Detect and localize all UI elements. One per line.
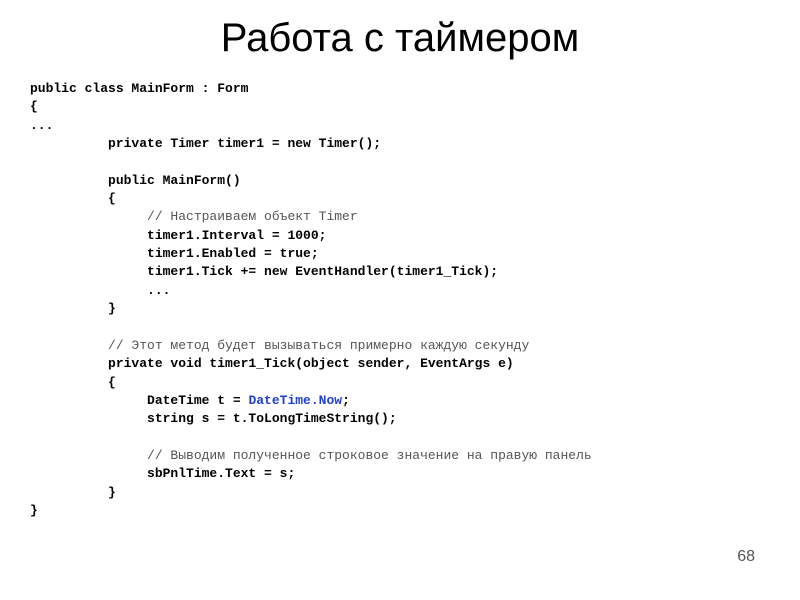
code-block: [30, 80, 780, 520]
code-text: }: [30, 484, 116, 500]
code-text: }: [30, 502, 38, 518]
code-line: [30, 355, 780, 373]
code-line: [30, 282, 780, 300]
code-line: [30, 465, 780, 483]
code-line: [30, 374, 780, 392]
code-line: [30, 263, 780, 281]
code-text: sbPnlTime.Text = s;: [30, 466, 296, 482]
code-line: [30, 80, 780, 98]
code-line: [30, 245, 780, 263]
code-line: [30, 410, 780, 428]
code-line: [30, 337, 780, 355]
code-line: [30, 98, 780, 116]
code-line: [30, 117, 780, 135]
code-line: [30, 300, 780, 318]
code-text: public class MainForm : Form: [30, 81, 249, 96]
code-line: [30, 484, 780, 502]
slide-title: Работа с таймером: [220, 16, 580, 60]
code-text: ...: [30, 282, 171, 298]
code-highlight: DateTime.Now: [248, 392, 343, 408]
code-text: ...: [30, 117, 54, 133]
code-text: }: [30, 301, 116, 317]
code-line: [30, 190, 780, 208]
code-text: private void timer1_Tick(object sender, EventArgs e): [30, 356, 514, 372]
code-text: timer1.Tick += new EventHandler(timer1_Tick);: [30, 264, 499, 280]
code-comment: // Выводим полученное строковое значение на правую панель: [30, 447, 592, 463]
code-line: [30, 227, 780, 245]
code-line: [30, 318, 780, 336]
code-text: timer1.Interval = 1000;: [30, 227, 327, 243]
code-line: [30, 135, 780, 153]
code-text: timer1.Enabled = true;: [30, 246, 319, 262]
code-line: [30, 172, 780, 190]
code-line: [30, 153, 780, 171]
code-text: {: [30, 374, 116, 390]
code-text: string s = t.ToLongTimeString();: [30, 411, 397, 427]
code-line: [30, 429, 780, 447]
code-text: public MainForm(): [30, 172, 241, 188]
code-text: ;: [342, 392, 350, 408]
code-text: DateTime t =: [30, 392, 249, 408]
code-line: [30, 392, 780, 410]
code-line: [30, 208, 780, 226]
code-comment: // Настраиваем объект Timer: [30, 209, 358, 225]
code-comment: // Этот метод будет вызываться примерно каждую секунду: [30, 337, 530, 353]
code-text: {: [30, 99, 38, 115]
code-line: [30, 502, 780, 520]
page-number: 68: [737, 548, 755, 565]
code-line: [30, 447, 780, 465]
code-text: {: [30, 191, 116, 207]
code-text: private Timer timer1 = new Timer();: [30, 136, 382, 152]
